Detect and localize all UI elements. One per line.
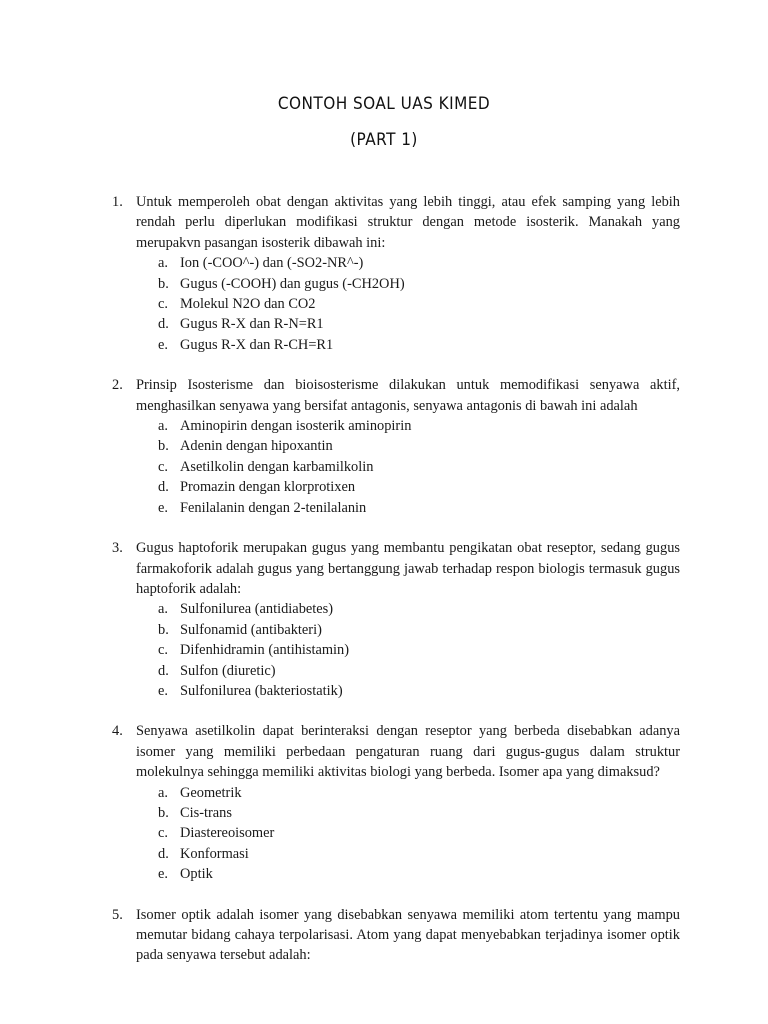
option-text: Sulfonilurea (bakteriostatik) <box>180 682 343 699</box>
option-letter: e. <box>158 866 168 883</box>
option-item <box>136 274 680 294</box>
option-letter: d. <box>158 316 169 333</box>
question-list <box>112 192 680 986</box>
option-item <box>136 294 680 314</box>
option-letter: a. <box>158 601 168 618</box>
option-item <box>136 477 680 497</box>
title-line-1: CONTOH SOAL UAS KIMED <box>277 94 491 114</box>
option-text: Fenilalanin dengan 2-tenilalanin <box>180 499 367 516</box>
option-letter: d. <box>158 479 169 496</box>
option-letter: e. <box>158 336 168 353</box>
option-letter: c. <box>158 458 168 475</box>
option-item <box>136 253 680 273</box>
option-letter: b. <box>158 621 169 638</box>
question-number: 1. <box>112 194 123 210</box>
option-item <box>136 314 680 334</box>
option-text: Diastereoisomer <box>180 825 275 842</box>
option-item <box>136 864 680 884</box>
option-letter: b. <box>158 275 169 292</box>
question-text: Prinsip Isosterisme dan bioisosterisme dilakukan untuk memodifikasi senyawa aktif, menghasilkan senyawa yang bersifat antagonis, senyawa antagonis di bawah ini adalah <box>136 377 680 414</box>
option-item <box>136 844 680 864</box>
question-text: Senyawa asetilkolin dapat berinteraksi dengan reseptor yang berbeda disebabkan adanya isomer yang memiliki perbedaan pengaturan ruang dari gugus-gugus dalam struktur molekulnya sehingga memiliki aktivitas biologi yang berbeda. Isomer apa yang dimaksud? <box>136 723 680 781</box>
option-letter: b. <box>158 438 169 455</box>
option-letter: a. <box>158 418 168 435</box>
option-text: Geometrik <box>180 784 242 801</box>
question-item <box>112 905 680 966</box>
question-item <box>112 721 680 884</box>
question-number: 3. <box>112 540 123 557</box>
option-item <box>136 620 680 640</box>
option-letter: a. <box>158 255 168 272</box>
option-item <box>136 661 680 681</box>
question-number: 5. <box>112 906 123 923</box>
question-number: 2. <box>112 377 123 394</box>
option-item <box>136 640 680 660</box>
option-letter: c. <box>158 642 168 659</box>
option-text: Optik <box>180 866 213 883</box>
title-line-2: (PART 1) <box>350 130 418 150</box>
option-text: Aminopirin dengan isosterik aminopirin <box>180 418 412 435</box>
option-letter: d. <box>158 845 169 862</box>
option-item <box>136 783 680 803</box>
option-letter: c. <box>158 296 168 313</box>
option-letter: a. <box>158 784 168 801</box>
option-item <box>136 335 680 355</box>
option-text: Molekul N2O dan CO2 <box>180 296 316 313</box>
option-list <box>136 253 680 355</box>
option-list <box>136 416 680 518</box>
option-letter: e. <box>158 682 168 699</box>
option-text: Asetilkolin dengan karbamilkolin <box>180 458 374 475</box>
option-item <box>136 681 680 701</box>
option-text: Sulfonilurea (antidiabetes) <box>180 601 334 618</box>
option-item <box>136 803 680 823</box>
option-item <box>136 436 680 456</box>
option-text: Gugus (-COOH) dan gugus (-CH2OH) <box>180 275 405 292</box>
document-title <box>0 94 768 150</box>
option-letter: b. <box>158 804 169 821</box>
option-text: Adenin dengan hipoxantin <box>180 438 333 455</box>
question-item <box>112 375 680 518</box>
option-text: Cis-trans <box>180 804 232 821</box>
option-text: Promazin dengan klorprotixen <box>180 479 356 496</box>
question-item <box>112 538 680 701</box>
option-letter: e. <box>158 499 168 516</box>
option-letter: d. <box>158 662 169 679</box>
option-item <box>136 416 680 436</box>
option-text: Konformasi <box>180 845 249 862</box>
question-text: Gugus haptoforik merupakan gugus yang membantu pengikatan obat reseptor, sedang gugus farmakoforik adalah gugus yang bertanggung jawab terhadap respon biologis termasuk gugus haptoforik adalah: <box>136 540 680 597</box>
question-text: Isomer optik adalah isomer yang disebabkan senyawa memiliki atom tertentu yang mampu memutar bidang cahaya terpolarisasi. Atom yang dapat menyebabkan terjadinya isomer optik pada senyawa tersebut adalah: <box>136 906 680 964</box>
option-item <box>136 599 680 619</box>
option-text: Difenhidramin (antihistamin) <box>180 642 350 659</box>
option-text: Sulfon (diuretic) <box>180 662 276 679</box>
option-item <box>136 498 680 518</box>
question-item <box>112 192 680 355</box>
option-text: Gugus R-X dan R-CH=R1 <box>180 336 334 353</box>
option-list <box>136 599 680 701</box>
option-list <box>136 783 680 885</box>
option-letter: c. <box>158 825 168 842</box>
question-number: 4. <box>112 723 123 740</box>
option-text: Sulfonamid (antibakteri) <box>180 621 322 638</box>
option-text: Ion (-COO^-) dan (-SO2-NR^-) <box>180 255 364 272</box>
option-text: Gugus R-X dan R-N=R1 <box>180 316 324 333</box>
option-item <box>136 457 680 477</box>
option-item <box>136 823 680 843</box>
question-text: Untuk memperoleh obat dengan aktivitas yang lebih tinggi, atau efek samping yang lebih rendah perlu diperlukan modifikasi struktur dengan metode isosterik. Manakah yang merupakvn pasangan isosterik dibawah ini: <box>136 194 680 251</box>
